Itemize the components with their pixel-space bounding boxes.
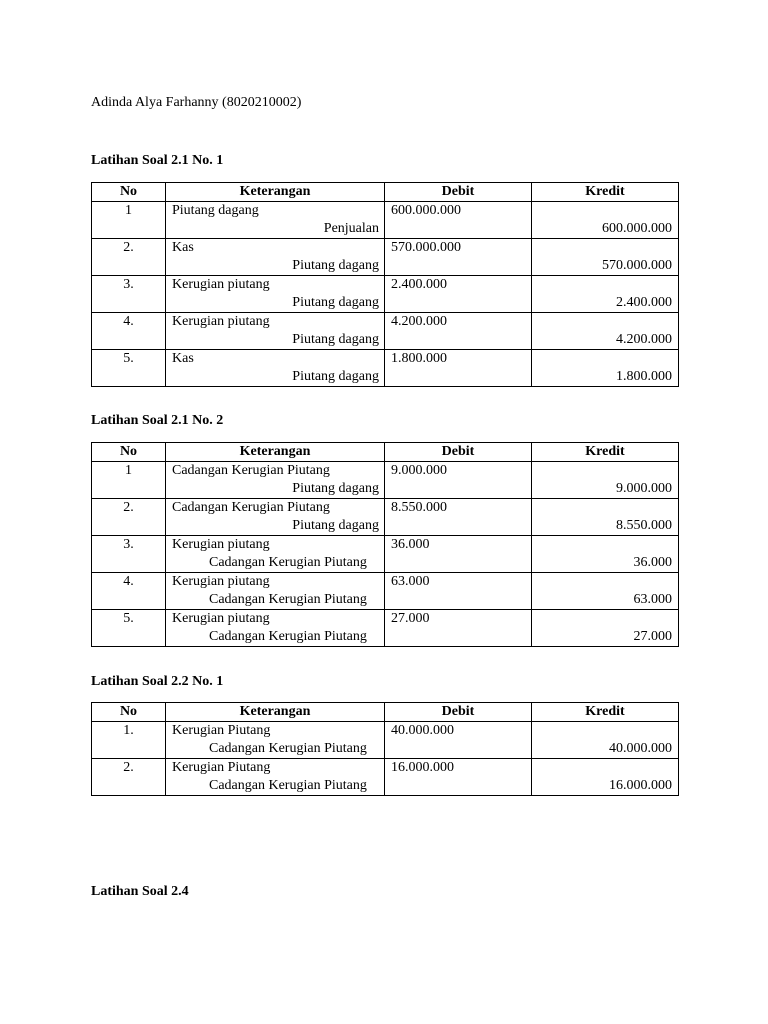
row-keterangan: [166, 239, 385, 276]
kredit-value: 1.800.000: [616, 369, 672, 384]
debit-account: Cadangan Kerugian Piutang: [172, 500, 330, 515]
header-keterangan: Keterangan: [166, 703, 385, 722]
kredit-value: 36.000: [633, 555, 672, 570]
header-no: No: [92, 703, 166, 722]
row-no: 1: [92, 462, 166, 499]
section-title: Latihan Soal 2.2 No. 1: [91, 674, 224, 689]
debit-account: Kerugian piutang: [172, 611, 270, 626]
debit-account: Kerugian piutang: [172, 537, 270, 552]
header-kredit: Kredit: [532, 703, 679, 722]
header-keterangan: Keterangan: [166, 183, 385, 202]
header-debit: Debit: [385, 183, 532, 202]
author-line: Adinda Alya Farhanny (8020210002): [91, 95, 302, 110]
kredit-value: 600.000.000: [602, 221, 672, 236]
table-header-row: [92, 443, 679, 462]
row-kredit: [532, 462, 679, 499]
row-kredit: [532, 276, 679, 313]
row-no: 2.: [92, 499, 166, 536]
row-keterangan: [166, 350, 385, 387]
row-kredit: [532, 536, 679, 573]
row-keterangan: [166, 276, 385, 313]
header-debit: Debit: [385, 443, 532, 462]
kredit-value: 8.550.000: [616, 518, 672, 533]
kredit-value: 9.000.000: [616, 481, 672, 496]
debit-account: Kas: [172, 240, 194, 255]
row-kredit: [532, 239, 679, 276]
row-no: 4.: [92, 573, 166, 610]
debit-account: Cadangan Kerugian Piutang: [172, 463, 330, 478]
journal-table: [91, 442, 679, 647]
kredit-value: 570.000.000: [602, 258, 672, 273]
row-no: 2.: [92, 239, 166, 276]
row-debit: 2.400.000: [385, 276, 532, 313]
row-debit: 40.000.000: [385, 722, 532, 759]
table-row: [92, 759, 679, 796]
credit-account: Piutang dagang: [292, 258, 379, 273]
table-row: [92, 722, 679, 759]
section-title: Latihan Soal 2.4: [91, 884, 189, 899]
debit-account: Kerugian Piutang: [172, 760, 271, 775]
row-no: 2.: [92, 759, 166, 796]
row-kredit: [532, 573, 679, 610]
row-kredit: [532, 610, 679, 647]
kredit-value: 27.000: [633, 629, 672, 644]
header-no: No: [92, 183, 166, 202]
row-keterangan: [166, 573, 385, 610]
debit-account: Kerugian Piutang: [172, 723, 271, 738]
row-kredit: [532, 350, 679, 387]
row-keterangan: [166, 536, 385, 573]
table-row: [92, 536, 679, 573]
journal-table: [91, 702, 679, 796]
debit-account: Kerugian piutang: [172, 574, 270, 589]
row-debit: 8.550.000: [385, 499, 532, 536]
debit-account: Kerugian piutang: [172, 314, 270, 329]
credit-account: Cadangan Kerugian Piutang: [209, 778, 367, 793]
row-debit: 570.000.000: [385, 239, 532, 276]
row-debit: 16.000.000: [385, 759, 532, 796]
table-row: [92, 573, 679, 610]
table-row: [92, 276, 679, 313]
debit-account: Kerugian piutang: [172, 277, 270, 292]
row-no: 5.: [92, 350, 166, 387]
row-debit: 9.000.000: [385, 462, 532, 499]
kredit-value: 40.000.000: [609, 741, 672, 756]
journal-table: [91, 182, 679, 387]
table-row: [92, 239, 679, 276]
table-row: [92, 610, 679, 647]
row-debit: 63.000: [385, 573, 532, 610]
table-row: [92, 499, 679, 536]
section-title: Latihan Soal 2.1 No. 1: [91, 153, 224, 168]
header-debit: Debit: [385, 703, 532, 722]
row-debit: 27.000: [385, 610, 532, 647]
row-debit: 4.200.000: [385, 313, 532, 350]
table-row: [92, 462, 679, 499]
row-debit: 1.800.000: [385, 350, 532, 387]
credit-account: Piutang dagang: [292, 481, 379, 496]
row-keterangan: [166, 722, 385, 759]
debit-account: Piutang dagang: [172, 203, 259, 218]
kredit-value: 16.000.000: [609, 778, 672, 793]
credit-account: Piutang dagang: [292, 518, 379, 533]
row-keterangan: [166, 462, 385, 499]
kredit-value: 63.000: [633, 592, 672, 607]
kredit-value: 4.200.000: [616, 332, 672, 347]
row-keterangan: [166, 759, 385, 796]
credit-account: Cadangan Kerugian Piutang: [209, 592, 367, 607]
row-keterangan: [166, 202, 385, 239]
row-keterangan: [166, 610, 385, 647]
row-kredit: [532, 759, 679, 796]
table-row: [92, 313, 679, 350]
kredit-value: 2.400.000: [616, 295, 672, 310]
credit-account: Piutang dagang: [292, 332, 379, 347]
table-header-row: [92, 703, 679, 722]
row-no: 1: [92, 202, 166, 239]
row-no: 3.: [92, 276, 166, 313]
row-no: 4.: [92, 313, 166, 350]
header-kredit: Kredit: [532, 443, 679, 462]
row-no: 5.: [92, 610, 166, 647]
row-keterangan: [166, 499, 385, 536]
header-kredit: Kredit: [532, 183, 679, 202]
credit-account: Piutang dagang: [292, 295, 379, 310]
row-kredit: [532, 202, 679, 239]
credit-account: Cadangan Kerugian Piutang: [209, 555, 367, 570]
row-kredit: [532, 499, 679, 536]
table-row: [92, 350, 679, 387]
credit-account: Piutang dagang: [292, 369, 379, 384]
row-no: 3.: [92, 536, 166, 573]
row-debit: 600.000.000: [385, 202, 532, 239]
table-header-row: [92, 183, 679, 202]
credit-account: Penjualan: [323, 221, 379, 236]
credit-account: Cadangan Kerugian Piutang: [209, 741, 367, 756]
row-kredit: [532, 313, 679, 350]
debit-account: Kas: [172, 351, 194, 366]
row-kredit: [532, 722, 679, 759]
section-title: Latihan Soal 2.1 No. 2: [91, 413, 224, 428]
credit-account: Cadangan Kerugian Piutang: [209, 629, 367, 644]
row-debit: 36.000: [385, 536, 532, 573]
header-keterangan: Keterangan: [166, 443, 385, 462]
table-row: [92, 202, 679, 239]
row-keterangan: [166, 313, 385, 350]
row-no: 1.: [92, 722, 166, 759]
header-no: No: [92, 443, 166, 462]
